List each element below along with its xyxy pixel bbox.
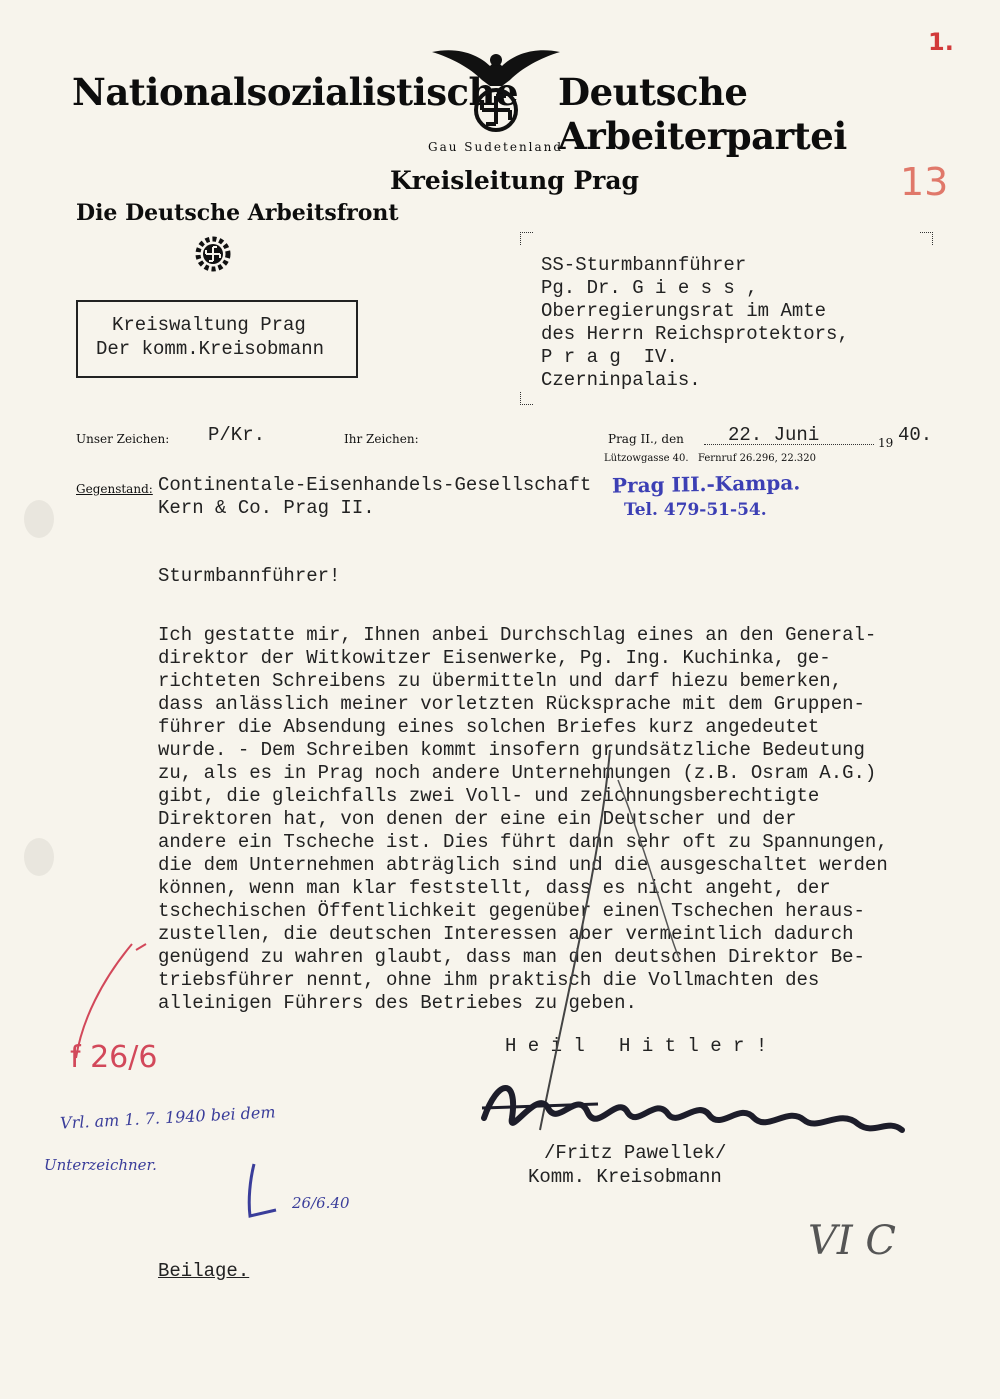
closing-greeting: H e i l H i t l e r ! — [505, 1035, 768, 1057]
body-line: andere ein Tscheche ist. Dies führt dann sehr oft zu Spannungen, — [158, 831, 888, 853]
recipient-line: Pg. Dr. G i e s s , — [541, 277, 758, 299]
year-suffix: 40. — [898, 424, 933, 446]
sender-line-1: Kreiswaltung Prag — [112, 314, 306, 336]
body-line: gibt, die gleichfalls zwei Voll- und zeichnungsberechtigte — [158, 785, 820, 807]
body-line: Direktoren hat, von denen der eine ein Deutscher und der — [158, 808, 797, 830]
office-stamp-line-1: Prag III.-Kampa. — [611, 470, 801, 498]
signature-name: /Fritz Pawellek/ — [544, 1142, 727, 1164]
recipient-line: des Herrn Reichsprotektors, — [541, 323, 849, 345]
kreisleitung-name: Kreisleitung Prag — [390, 166, 640, 195]
eagle-emblem-icon — [430, 38, 562, 134]
signature-scribble — [478, 1068, 908, 1148]
gau-name: Gau Sudetenland — [428, 140, 564, 154]
party-name-left: Nationalsozialistische — [72, 70, 518, 114]
unser-zeichen-label: Unser Zeichen: — [76, 432, 170, 446]
office-phone: Fernruf 26.296, 22.320 — [698, 453, 816, 464]
recipient-line: Oberregierungsrat im Amte — [541, 300, 827, 322]
blue-ink-note-3: 26/6.40 — [292, 1194, 350, 1212]
page-number: 1. — [928, 28, 954, 56]
pencil-mark: VI C — [808, 1218, 897, 1264]
body-line: alleinigen Führers des Betriebes zu geben. — [158, 992, 637, 1014]
body-line: tschechischen Öffentlichkeit gegenüber einen Tschechen heraus- — [158, 900, 865, 922]
signature-title: Komm. Kreisobmann — [528, 1166, 722, 1188]
recipient-line: SS-Sturmbannführer — [541, 254, 747, 276]
body-line: können, wenn man klar feststellt, dass es nicht angeht, der — [158, 877, 831, 899]
office-stamp-line-2: Tel. 479-51-54. — [624, 500, 767, 520]
body-line: direktor der Witkowitzer Eisenwerke, Pg. Ing. Kuchinka, ge- — [158, 647, 831, 669]
salutation: Sturmbannführer! — [158, 565, 341, 587]
blue-ink-note-1: Vrl. am 1. 7. 1940 bei dem — [59, 1102, 276, 1133]
daf-cog-icon — [194, 235, 232, 273]
window-corner-tr — [920, 232, 933, 245]
subject-line-2: Kern & Co. Prag II. — [158, 497, 375, 519]
sender-line-2: Der komm.Kreisobmann — [96, 338, 325, 360]
punch-hole-top — [24, 500, 54, 538]
recipient-line: P r a g IV. — [541, 346, 678, 368]
punch-hole-bottom — [24, 838, 54, 876]
date-value: 22. Juni — [728, 424, 820, 446]
body-line: zu, als es in Prag noch andere Unternehmungen (z.B. Osram A.G.) — [158, 762, 877, 784]
body-line: die dem Unternehmen abträglich sind und die ausgeschaltet werden — [158, 854, 888, 876]
recipient-line: Czerninpalais. — [541, 369, 701, 391]
office-address: Lützowgasse 40. — [604, 453, 689, 464]
window-corner-bl — [520, 392, 533, 405]
body-line: genügend zu wahren glaubt, dass man den deutschen Direktor Be- — [158, 946, 865, 968]
unser-zeichen-value: P/Kr. — [208, 424, 266, 446]
body-line: wurde. - Dem Schreiben kommt insofern grundsätzliche Bedeutung — [158, 739, 865, 761]
body-line: Ich gestatte mir, Ihnen anbei Durchschlag eines an den General- — [158, 624, 877, 646]
blue-ink-note-2: Unterzeichner. — [44, 1156, 157, 1174]
body-line: führer die Absendung eines solchen Briefes kurz angedeutet — [158, 716, 820, 738]
body-line: triebsführer nennt, ohne ihm praktisch die Vollmachten des — [158, 969, 820, 991]
daf-name: Die Deutsche Arbeitsfront — [76, 200, 399, 226]
recipient-address — [541, 254, 849, 392]
subject-label: Gegenstand: — [76, 482, 153, 496]
red-pencil-note: f 26/6 — [70, 1040, 158, 1075]
place-label: Prag II., den — [608, 432, 684, 446]
body-line: zustellen, die deutschen Interessen aber vermeintlich dadurch — [158, 923, 854, 945]
subject-line-1: Continentale-Eisenhandels-Gesellschaft — [158, 474, 592, 496]
folio-number: 13 — [900, 160, 949, 204]
body-line: richteten Schreibens zu übermitteln und darf hiezu bemerken, — [158, 670, 843, 692]
ihr-zeichen-label: Ihr Zeichen: — [344, 432, 419, 446]
window-corner-tl — [520, 232, 533, 245]
year-prefix: 19 — [878, 436, 894, 450]
blue-ink-mark — [240, 1160, 290, 1220]
enclosure-label: Beilage. — [158, 1260, 250, 1282]
party-name-right: Deutsche Arbeiterpartei — [558, 70, 847, 158]
body-line: dass anlässlich meiner vorletzten Rücksprache mit dem Gruppen- — [158, 693, 865, 715]
